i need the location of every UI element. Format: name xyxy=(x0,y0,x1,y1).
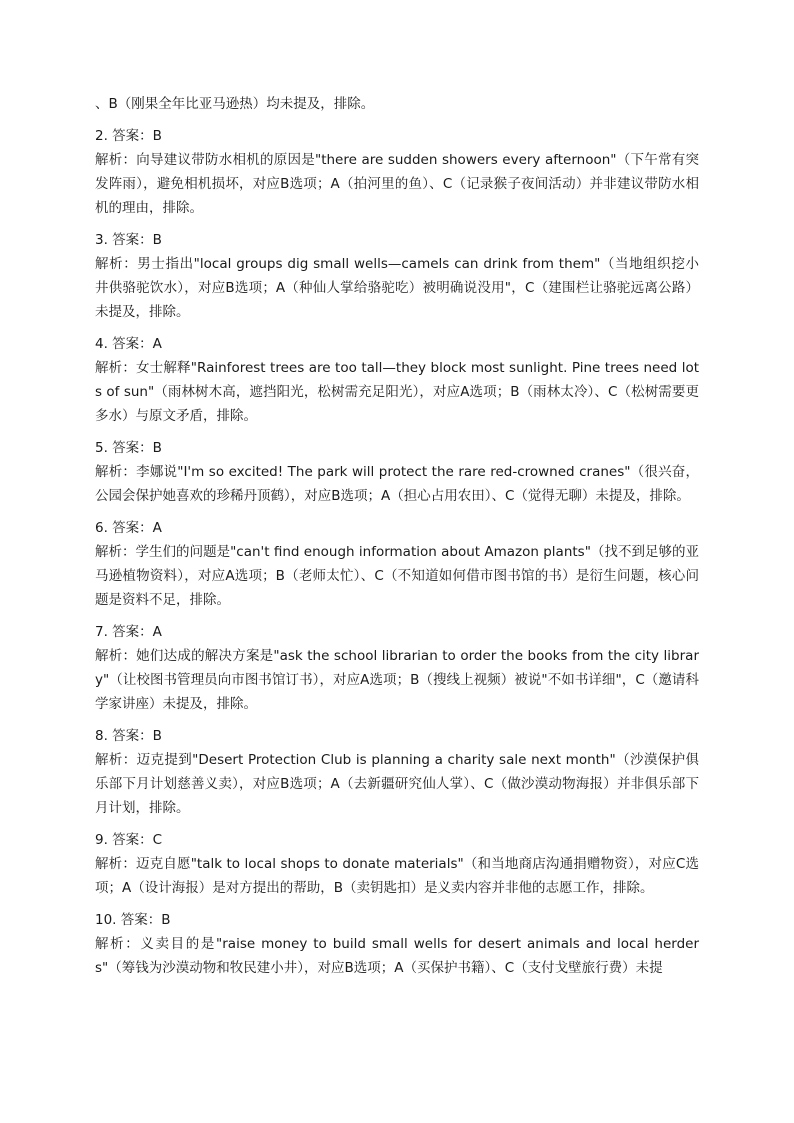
explanation-text: 解析：迈克自愿"talk to local shops to donate materials"（和当地商店沟通捐赠物资），对应C选项；A（设计海报）是对方提出的帮助，B（卖钥匙扣）是义卖内容并非他的志愿工作，排除。 xyxy=(95,856,699,896)
explanation-text: 解析：向导建议带防水相机的原因是"there are sudden showers every afternoon"（下午常有突发阵雨），避免相机损坏，对应B选项；A（拍河里的鱼）、C（记录猴子夜间活动）并非建议带防水相机的理由，排除。 xyxy=(95,152,699,216)
explanation-text: 解析：学生们的问题是"can't find enough information about Amazon plants"（找不到足够的亚马逊植物资料），对应A选项；B（老师太忙）、C（不知道如何借市图书馆的书）是衍生问题，核心问题是资料不足，排除。 xyxy=(95,544,699,608)
answer-label: 6. 答案：A xyxy=(95,520,162,536)
explanation-text: 解析：她们达成的解决方案是"ask the school librarian to order the books from the city library"（让校图书管理员向市图书馆订书），对应A选项；B（搜线上视频）被说"不如书详细"，C（邀请科学家讲座）未提及，排除。 xyxy=(95,648,699,712)
answer-item-3 xyxy=(95,228,699,324)
answer-label: 7. 答案：A xyxy=(95,624,162,640)
intro-text: 、B（刚果全年比亚马逊热）均未提及，排除。 xyxy=(95,96,375,112)
answer-item-7 xyxy=(95,620,699,716)
answer-label: 4. 答案：A xyxy=(95,336,162,352)
answer-item-6 xyxy=(95,516,699,612)
answer-item-4 xyxy=(95,332,699,428)
explanation-text: 解析：男士指出"local groups dig small wells—camels can drink from them"（当地组织挖小井供骆驼饮水），对应B选项；A（种仙人掌给骆驼吃）被明确说没用"，C（建围栏让骆驼远离公路）未提及，排除。 xyxy=(95,256,699,320)
answer-item-9 xyxy=(95,828,699,900)
answer-label: 3. 答案：B xyxy=(95,232,162,248)
document-page xyxy=(95,92,699,988)
answer-item-10 xyxy=(95,908,699,980)
explanation-text: 解析：李娜说"I'm so excited! The park will protect the rare red-crowned cranes"（很兴奋，公园会保护她喜欢的珍稀丹顶鹤），对应B选项；A（担心占用农田）、C（觉得无聊）未提及，排除。 xyxy=(95,464,699,504)
answer-item-5 xyxy=(95,436,699,508)
explanation-text: 解析：迈克提到"Desert Protection Club is planning a charity sale next month"（沙漠保护俱乐部下月计划慈善义卖），对应B选项；A（去新疆研究仙人掌）、C（做沙漠动物海报）并非俱乐部下月计划，排除。 xyxy=(95,752,699,816)
answer-item-2 xyxy=(95,124,699,220)
answer-label: 10. 答案：B xyxy=(95,912,171,928)
answer-label: 5. 答案：B xyxy=(95,440,162,456)
answer-label: 8. 答案：B xyxy=(95,728,162,744)
answer-label: 2. 答案：B xyxy=(95,128,162,144)
explanation-text: 解析：义卖目的是"raise money to build small wells for desert animals and local herders"（筹钱为沙漠动物和牧民建小井），对应B选项；A（买保护书籍）、C（支付戈壁旅行费）未提 xyxy=(95,936,699,976)
explanation-text: 解析：女士解释"Rainforest trees are too tall—they block most sunlight. Pine trees need lots of sun"（雨林树木高，遮挡阳光，松树需充足阳光），对应A选项；B（雨林太冷）、C（松树需要更多水）与原文矛盾，排除。 xyxy=(95,360,699,424)
answer-item-8 xyxy=(95,724,699,820)
answer-label: 9. 答案：C xyxy=(95,832,163,848)
